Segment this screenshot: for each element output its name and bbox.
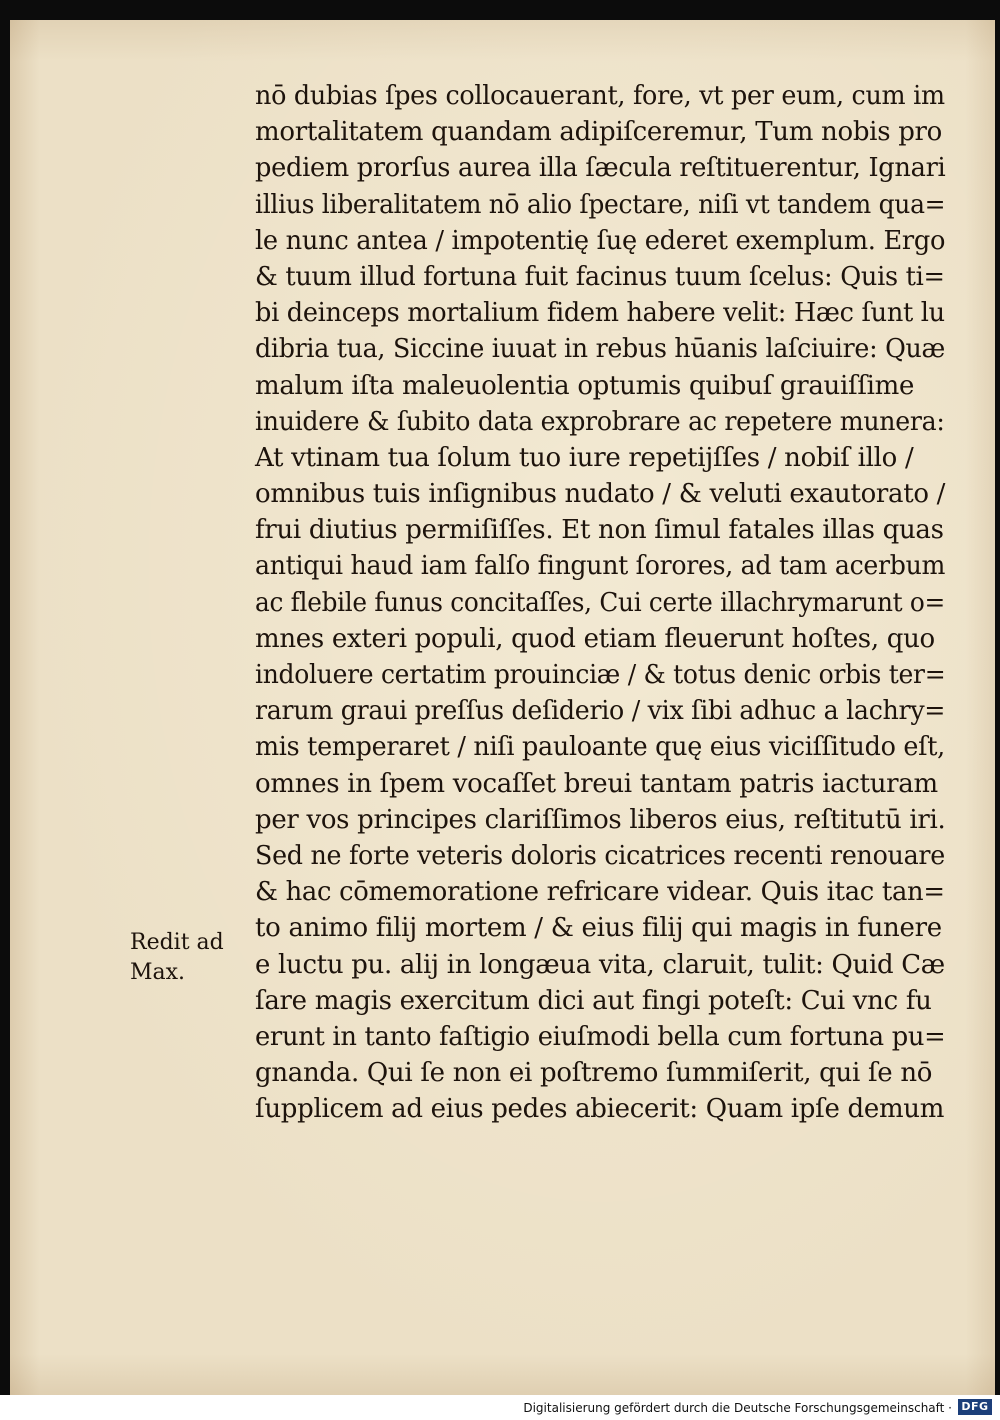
text-line: bi deinceps mortalium fidem habere velit: Hæc ſunt lu bbox=[255, 298, 945, 329]
marginal-note bbox=[130, 928, 224, 988]
text-line: Sed ne forte veteris doloris cicatrices recenti renouare bbox=[255, 840, 945, 871]
text-line: omnes in ſpem vocaſſet breui tantam patris iacturam bbox=[255, 768, 938, 799]
text-line: illius liberalitatem nō alio ſpectare, niſi vt tandem qua= bbox=[255, 189, 946, 220]
text-line: & tuum illud fortuna fuit facinus tuum ſcelus: Quis ti= bbox=[255, 261, 945, 292]
text-line: gnanda. Qui ſe non ei poſtremo ſummiſerit, qui ſe nō bbox=[255, 1058, 933, 1089]
text-line: malum iſta maleuolentia optumis quibuſ grauiſſime bbox=[255, 370, 915, 401]
marginal-note-line: Redit ad bbox=[130, 930, 224, 955]
text-line: nō dubias ſpes collocauerant, fore, vt per eum, cum im bbox=[255, 81, 945, 111]
text-line: le nunc antea / impotentię ſuę ederet exemplum. Ergo bbox=[255, 225, 946, 256]
text-line: & hac cōmemoratione refricare videar. Quis itac tan= bbox=[255, 877, 945, 908]
dfg-logo: DFG bbox=[958, 1399, 992, 1415]
text-line: dibria tua, Siccine iuuat in rebus hūanis laſciuire: Quæ bbox=[255, 334, 946, 365]
text-line: omnibus tuis inſignibus nudato / & veluti exautorato / bbox=[255, 479, 946, 510]
text-line: ſare magis exercitum dici aut fingi poteſt: Cui vnc fu bbox=[255, 985, 932, 1016]
text-line: inuidere & ſubito data exprobrare ac repetere munera: bbox=[255, 406, 945, 437]
text-line: pediem prorſus aurea illa ſæcula reſtituerentur, Ignari bbox=[255, 153, 946, 184]
text-line: per vos principes clariſſimos liberos eius, reſtitutū iri. bbox=[255, 804, 946, 835]
text-line: antiqui haud iam falſo fingunt ſorores, ad tam acerbum bbox=[255, 551, 946, 582]
text-line: frui diutius permiſiſſes. Et non ſimul fatales illas quas bbox=[255, 515, 944, 546]
text-line: mis temperaret / niſi pauloante quę eius viciſſitudo eſt, bbox=[255, 732, 945, 763]
text-line: rarum graui preſſus deſiderio / vix ſibi adhuc a lachry= bbox=[255, 696, 946, 727]
funding-notice: Digitalisierung gefördert durch die Deutsche Forschungsgemeinschaft · bbox=[523, 1401, 952, 1415]
text-line: erunt in tanto faſtigio eiuſmodi bella cum fortuna pu= bbox=[255, 1021, 946, 1052]
text-line: At vtinam tua ſolum tuo iure repetijſſes / nobiſ illo / bbox=[255, 442, 914, 473]
text-line: mnes exteri populi, quod etiam fleuerunt hoſtes, quo bbox=[255, 623, 935, 654]
text-line: mortalitatem quandam adipiſceremur, Tum nobis pro bbox=[255, 117, 943, 148]
marginal-note-line: Max. bbox=[130, 960, 186, 985]
text-line: ſupplicem ad eius pedes abiecerit: Quam ipſe demum bbox=[255, 1094, 945, 1125]
main-text-block bbox=[255, 78, 945, 1127]
text-line: indoluere certatim prouinciæ / & totus denic orbis ter= bbox=[255, 660, 946, 690]
text-line: ac flebile funus concitaſſes, Cui certe illachrymarunt o= bbox=[255, 587, 946, 618]
text-line: to animo filij mortem / & eius filij qui magis in funere bbox=[255, 913, 942, 944]
text-line: e luctu pu. alij in longæua vita, claruit, tulit: Quid Cæ bbox=[255, 949, 945, 980]
